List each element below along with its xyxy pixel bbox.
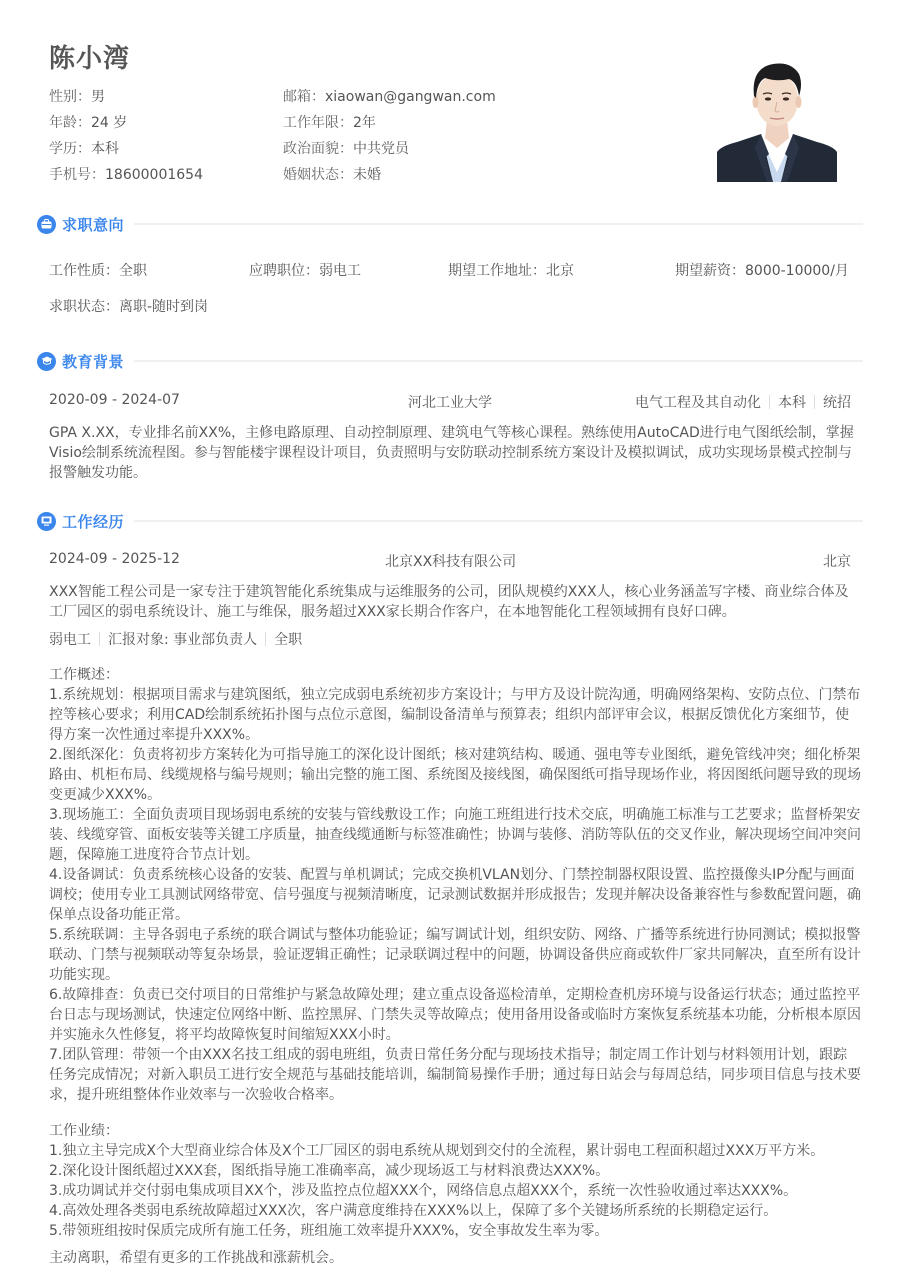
marital-field bbox=[283, 164, 381, 184]
job-status-field bbox=[49, 296, 208, 316]
salary-value: 8000-10000/月 bbox=[745, 263, 849, 279]
education-level-value: 本科 bbox=[91, 141, 119, 157]
monitor-icon bbox=[37, 512, 56, 531]
briefcase-icon bbox=[37, 215, 56, 234]
section-title-education: 教育背景 bbox=[62, 352, 125, 371]
work-summary-label: 工作概述： bbox=[49, 667, 119, 683]
section-divider bbox=[134, 360, 863, 362]
summary-item: 6.故障排查：负责已交付项目的日常维护与紧急故障处理；建立重点设备巡检清单，定期检查机房环境与设备运行状态；通过监控平台日志与现场测试，快速定位网络中断、监控黑屏、门禁失灵等故障点；使用备用设备或临时方案恢复系统基本功能，分析根本原因并实施永久性修复，将平均故障恢复时间缩短XXX小时。 bbox=[49, 987, 861, 1043]
position-label: 应聘职位： bbox=[249, 263, 319, 279]
achievement-item: 4.高效处理各类弱电系统故障超过XXX次，客户满意度维持在XXX%以上，保障了多个关键场所系统的长期稳定运行。 bbox=[49, 1203, 778, 1219]
job-type-label: 工作性质： bbox=[49, 263, 119, 279]
work-achievements-label: 工作业绩： bbox=[49, 1123, 119, 1139]
education-meta bbox=[635, 392, 851, 412]
report-to: 汇报对象: 事业部负责人 bbox=[108, 632, 258, 648]
work-achievements bbox=[49, 1121, 861, 1241]
summary-item: 3.现场施工：全面负责项目现场弱电系统的安装与管线敷设工作；向施工班组进行技术交底，明确施工标准与工艺要求；监督桥架安装、线缆穿管、面板安装等关键工序质量，抽查线缆通断与标签准确性；协调与装修、消防等队伍的交叉作业，解决现场空间冲突问题，保障施工进度符合节点计划。 bbox=[49, 807, 861, 863]
achievement-item: 3.成功调试并交付弱电集成项目XX个，涉及监控点位超XXX个，网络信息点超XXX个，系统一次性验收通过率达XXX%。 bbox=[49, 1183, 798, 1199]
company-intro: XXX智能工程公司是一家专注于建筑智能化系统集成与运维服务的公司，团队规模约XXX人，核心业务涵盖写字楼、商业综合体及工厂园区的弱电系统设计、施工与维保，服务超过XXX家长期合作客户，在本地智能化工程领域拥有良好口碑。 bbox=[49, 584, 849, 620]
politics-field bbox=[283, 138, 409, 158]
divider bbox=[814, 395, 815, 409]
avatar-photo bbox=[717, 52, 837, 182]
summary-item: 2.图纸深化：负责将初步方案转化为可指导施工的深化设计图纸；核对建筑结构、暖通、强电等专业图纸，避免管线冲突；细化桥架路由、机柜布局、线缆规格与编号规则；输出完整的施工图、系统图及接线图，确保图纸可指导现场作业，将因图纸问题导致的现场变更减少XXX%。 bbox=[49, 747, 861, 803]
job-status-value: 离职-随时到岗 bbox=[119, 299, 209, 315]
position-field bbox=[249, 260, 361, 280]
email-field bbox=[283, 86, 496, 106]
politics-label: 政治面貌： bbox=[283, 141, 353, 157]
job-type-field bbox=[49, 260, 147, 280]
work-city: 北京 bbox=[823, 554, 851, 570]
gender-field bbox=[49, 86, 105, 106]
location-value: 北京 bbox=[546, 263, 574, 279]
education-period: 2020-09 - 2024-07 bbox=[49, 392, 180, 408]
achievement-item: 1.独立主导完成X个大型商业综合体及X个工厂园区的弱电系统从规划到交付的全流程，累计弱电工程面积超过XXX万平方米。 bbox=[49, 1143, 825, 1159]
education-level-field bbox=[49, 138, 119, 158]
section-title-job-intent: 求职意向 bbox=[62, 215, 125, 234]
summary-item: 4.设备调试：负责系统核心设备的安装、配置与单机调试；完成交换机VLAN划分、门禁控制器权限设置、监控摄像头IP分配与画面调校；使用专业工具测试网络带宽、信号强度与视频清晰度，记录测试数据并形成报告；发现并解决设备兼容性与参数配置问题，确保单点设备功能正常。 bbox=[49, 867, 861, 923]
degree: 本科 bbox=[778, 395, 806, 411]
work-years-field bbox=[283, 112, 376, 132]
achievement-item: 5.带领班组按时保质完成所有施工任务，班组施工效率提升XXX%，安全事故发生率为零。 bbox=[49, 1223, 609, 1239]
email-label: 邮箱： bbox=[283, 89, 325, 105]
section-header-education bbox=[37, 350, 863, 372]
position-value: 弱电工 bbox=[319, 263, 361, 279]
divider bbox=[769, 395, 770, 409]
marital-value: 未婚 bbox=[353, 167, 381, 183]
education-description: GPA X.XX，专业排名前XX%，主修电路原理、自动控制原理、建筑电气等核心课程。熟练使用AutoCAD进行电气图纸绘制，掌握Visio绘制系统流程图。参与智能楼宇课程设计项目，负责照明与安防联动控制系统方案设计及模拟调试，成功实现场景模式控制与报警触发功能。 bbox=[49, 425, 854, 481]
major: 电气工程及其自动化 bbox=[635, 395, 761, 411]
age-value: 24 岁 bbox=[91, 115, 128, 131]
gender-value: 男 bbox=[91, 89, 105, 105]
section-divider bbox=[134, 520, 863, 522]
school-name: 河北工业大学 bbox=[408, 395, 492, 411]
phone-value: 18600001654 bbox=[105, 167, 203, 183]
candidate-name: 陈小湾 bbox=[49, 44, 131, 74]
section-header-work bbox=[37, 510, 863, 532]
section-title-work: 工作经历 bbox=[62, 512, 125, 531]
work-period: 2024-09 - 2025-12 bbox=[49, 551, 180, 567]
leave-reason: 主动离职，希望有更多的工作挑战和涨薪机会。 bbox=[49, 1250, 343, 1266]
work-role-meta bbox=[49, 629, 302, 649]
politics-value: 中共党员 bbox=[353, 141, 409, 157]
salary-field bbox=[675, 260, 849, 280]
location-field bbox=[448, 260, 574, 280]
divider bbox=[265, 632, 266, 646]
summary-item: 5.系统联调：主导各弱电子系统的联合调试与整体功能验证；编写调试计划，组织安防、网络、广播等系统进行协同测试；模拟报警联动、门禁与视频联动等复杂场景，验证逻辑正确性；记录联调过程中的问题，协调设备供应商或软件厂家共同解决，直至所有设计功能实现。 bbox=[49, 927, 861, 983]
work-years-label: 工作年限： bbox=[283, 115, 353, 131]
role: 弱电工 bbox=[49, 632, 91, 648]
summary-item: 1.系统规划：根据项目需求与建筑图纸，独立完成弱电系统初步方案设计；与甲方及设计院沟通，明确网络架构、安防点位、门禁布控等核心要求；利用CAD绘制系统拓扑图与点位示意图，编制设备清单与预算表；组织内部评审会议，根据反馈优化方案细节，使得方案一次性通过率提升XXX%。 bbox=[49, 687, 861, 743]
education-level-label: 学历： bbox=[49, 141, 91, 157]
marital-label: 婚姻状态： bbox=[283, 167, 353, 183]
company-name: 北京XX科技有限公司 bbox=[385, 554, 517, 570]
summary-item: 7.团队管理：带领一个由XXX名技工组成的弱电班组，负责日常任务分配与现场技术指导；制定周工作计划与材料领用计划，跟踪任务完成情况；对新入职员工进行安全规范与基础技能培训，编制简易操作手册；通过每日站会与每周总结，同步项目信息与技术要求，提升班组整体作业效率与一次验收合格率。 bbox=[49, 1047, 861, 1103]
salary-label: 期望薪资： bbox=[675, 263, 745, 279]
gender-label: 性别： bbox=[49, 89, 91, 105]
job-status-label: 求职状态： bbox=[49, 299, 119, 315]
phone-label: 手机号： bbox=[49, 167, 105, 183]
work-years-value: 2年 bbox=[353, 115, 376, 131]
email-value[interactable]: xiaowan@gangwan.com bbox=[325, 89, 496, 105]
divider bbox=[99, 632, 100, 646]
graduation-cap-icon bbox=[37, 352, 56, 371]
age-field bbox=[49, 112, 127, 132]
section-divider bbox=[134, 223, 863, 225]
phone-field bbox=[49, 164, 203, 184]
employment-type: 全职 bbox=[274, 632, 303, 648]
section-header-job-intent bbox=[37, 213, 863, 235]
age-label: 年龄： bbox=[49, 115, 91, 131]
achievement-item: 2.深化设计图纸超过XXX套，图纸指导施工准确率高，减少现场返工与材料浪费达XXX%。 bbox=[49, 1163, 610, 1179]
job-type-value: 全职 bbox=[119, 263, 147, 279]
enrollment-type: 统招 bbox=[823, 395, 851, 411]
location-label: 期望工作地址： bbox=[448, 263, 546, 279]
work-summary bbox=[49, 665, 861, 1105]
